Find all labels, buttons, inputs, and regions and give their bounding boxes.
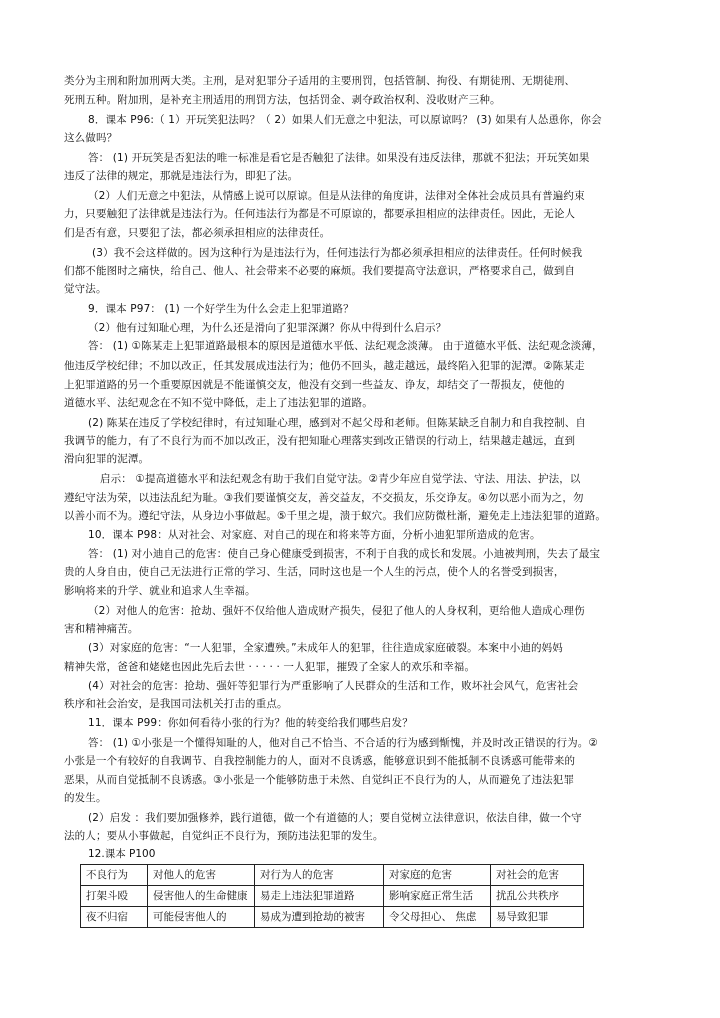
answer-line: 答： (1) 对小迪自己的危害：使自己身心健康受到损害，不利于自我的成长和发展。小迪被判刑，失去了最宝 xyxy=(88,548,601,560)
text-line: 害和精神痛苦。 xyxy=(64,623,139,635)
text-line: (3）我不会这样做的。因为这种行为是违法行为，任何违法行为都必须承担相应的法律责任。任何时候我 xyxy=(92,247,583,259)
text-line: 滑向犯罪的泥潭。 xyxy=(64,453,150,465)
text-line: 这么做吗？ xyxy=(64,132,118,144)
text-line: 影响将来的升学、就业和追求人生幸福。 xyxy=(64,585,256,597)
text-line: （2）他有过知耻心理，为什么还是滑向了犯罪深渊？你从中得到什么启示？ xyxy=(88,322,447,334)
text-line: （2）人们无意之中犯法，从情感上说可以原谅。但是从法律的角度讲，法律对全体社会成员具有普遍约束 xyxy=(88,190,585,202)
table-header-cell: 对社会的危害 xyxy=(491,865,584,886)
table-cell: 扰乱公共秩序 xyxy=(491,886,584,907)
text-line: 启示： ①提高道德水平和法纪观念有助于我们自觉守法。②青少年应自觉学法、守法、用法、护法，以 xyxy=(100,473,581,485)
table-cell: 易导致犯罪 xyxy=(491,907,584,928)
text-line: 道德水平、法纪观念在不知不觉中降低，走上了违法犯罪的道路。 xyxy=(64,397,373,409)
text-line: 秩序和社会治安，是我国司法机关打击的重点。 xyxy=(64,698,288,710)
table-row xyxy=(81,886,584,907)
table-row xyxy=(81,907,584,928)
table-header-cell: 对他人的危害 xyxy=(148,865,255,886)
text-line: 我调节的能力，有了不良行为而不加以改正，没有把知耻心理落实到改正错误的行动上，结果越走越远，直到 xyxy=(64,435,576,447)
answer-line: 答： (1) 开玩笑是否犯法的唯一标准是看它是否触犯了法律。如果没有违反法律，那就不犯法；开玩笑如果 xyxy=(88,152,590,164)
table-cell: 夜不归宿 xyxy=(81,907,148,928)
table-cell: 影响家庭正常生活 xyxy=(384,886,491,907)
text-line: 他违反学校纪律；不加以改正，任其发展成违法行为；他仍不回头，越走越远，最终陷入犯罪的泥潭。②陈某走 xyxy=(64,360,585,372)
text-line: 小张是一个有较好的自我调节、自我控制能力的人，面对不良诱惑，能够意识到不能抵制不良诱惑可能带来的 xyxy=(64,755,576,767)
text-line: （2）对他人的危害：抢劫、强奸不仅给他人造成财产损失，侵犯了他人的人身权利，更给他人造成心理伤 xyxy=(88,605,585,617)
text-line: 以善小而不为。遵纪守法，从身边小事做起。⑤千里之堤，溃于蚁穴。我们应防微杜渐，避免走上违法犯罪的道路。 xyxy=(64,510,607,522)
question-8: 8．课本 P96:（ 1）开玩笑犯法吗？（ 2）如果人们无意之中犯法，可以原谅吗？ (3) 如果有人怂恿你，你会 xyxy=(88,114,602,126)
text-line: (4）对社会的危害：抢劫、强奸等犯罪行为严重影响了人民群众的生活和工作，败坏社会风气，危害社会 xyxy=(88,680,579,692)
table-header-row xyxy=(81,865,584,886)
text-line: (2）启发 ：我们要加强修养，践行道德，做一个有道德的人；要自觉树立法律意识，依法自律，做一个守 xyxy=(88,812,582,824)
table-cell: 侵害他人的生命健康 xyxy=(148,886,255,907)
answer-line: 答： (1) ①陈某走上犯罪道路最根本的原因是道德水平低、法纪观念淡薄。 由于道德水平低、法纪观念淡薄， xyxy=(88,340,603,352)
table-header-cell: 不良行为 xyxy=(81,865,148,886)
text-line: 违反了法律的规定，那就是违法行为，即犯了法。 xyxy=(64,170,299,182)
text-line: 们都不能图时之痛快，给自己、他人、社会带来不必要的麻烦。我们要提高守法意识，严格要求自己，做到自 xyxy=(64,265,576,277)
text-line: (2) 陈某在违反了学校纪律时，有过知耻心理，感到对不起父母和老师。但陈某缺乏自制力和自我控制、自 xyxy=(88,417,587,429)
text-line: 上犯罪道路的另一个重要原因就是不能谨慎交友，他没有交到一些益友、诤友，却结交了一帮损友，使他的 xyxy=(64,379,565,391)
question-9: 9．课本 P97： (1) 一个好学生为什么会走上犯罪道路？ xyxy=(88,303,354,315)
question-11: 11．课本 P99：你如何看待小张的行为？他的转变给我们哪些启发？ xyxy=(88,717,413,729)
question-10: 10．课本 P98：从对社会、对家庭、对自己的现在和将来等方面，分析小迪犯罪所造成的危害。 xyxy=(88,529,541,541)
table-cell: 打架斗殴 xyxy=(81,886,148,907)
text-line: 恶果，从而自觉抵制不良诱惑。③小张是一个能够防患于未然、自觉纠正不良行为的人，从而避免了违法犯罪 xyxy=(64,774,575,786)
text-line: 法的人；要从小事做起，自觉纠正不良行为，预防违法犯罪的发生。 xyxy=(64,830,384,842)
text-line: 类分为主刑和附加刑两大类。主刑，是对犯罪分子适用的主要刑罚，包括管制、拘役、有期徒刑、无期徒刑、 xyxy=(64,75,576,87)
table-header-cell: 对家庭的危害 xyxy=(384,865,491,886)
text-line: 贵的人身自由，使自己无法进行正常的学习、生活，同时这也是一个人生的污点，使个人的名誉受到损害， xyxy=(64,566,565,578)
answer-line: 答： (1) ①小张是一个懂得知耻的人，他对自己不恰当、不合适的行为感到惭愧，并及时改正错误的行为。② xyxy=(88,737,599,749)
text-line: (3）对家庭的危害：“一人犯罪，全家遭殃。”未成年人的犯罪，往往造成家庭破裂。本案中小迪的妈妈 xyxy=(88,642,563,654)
text-line: 精神失常，爸爸和姥姥也因此先后去世 · · · · · 一人犯罪，摧毁了全家人的欢乐和幸福。 xyxy=(64,661,476,673)
text-line: 死刑五种。附加刑，是补充主刑适用的刑罚方法，包括罚金、剥夺政治权利、没收财产三种。 xyxy=(64,94,501,106)
text-line: 觉守法。 xyxy=(64,283,107,295)
table-caption: 12.课本 P100 xyxy=(88,848,156,860)
table-cell: 易走上违法犯罪道路 xyxy=(255,886,384,907)
text-line: 的发生。 xyxy=(64,792,107,804)
harm-table xyxy=(80,864,584,928)
table-header-cell: 对行为人的危害 xyxy=(255,865,384,886)
text-line: 们是否有意，只要犯了法，都必须承担相应的法律责任。 xyxy=(64,227,331,239)
text-line: 遵纪守法为荣，以违法乱纪为耻。③我们要谨慎交友，善交益友，不交损友，乐交诤友。④勿以恶小而为之，勿 xyxy=(64,492,584,504)
table-cell: 可能侵害他人的 xyxy=(148,907,255,928)
table-cell: 易成为遭到抢劫的被害 xyxy=(255,907,384,928)
table-cell: 令父母担心、 焦虑 xyxy=(384,907,491,928)
text-line: 力，只要触犯了法律就是违法行为。任何违法行为都是不可原谅的，都要承担相应的法律责任。因此，无论人 xyxy=(64,208,576,220)
